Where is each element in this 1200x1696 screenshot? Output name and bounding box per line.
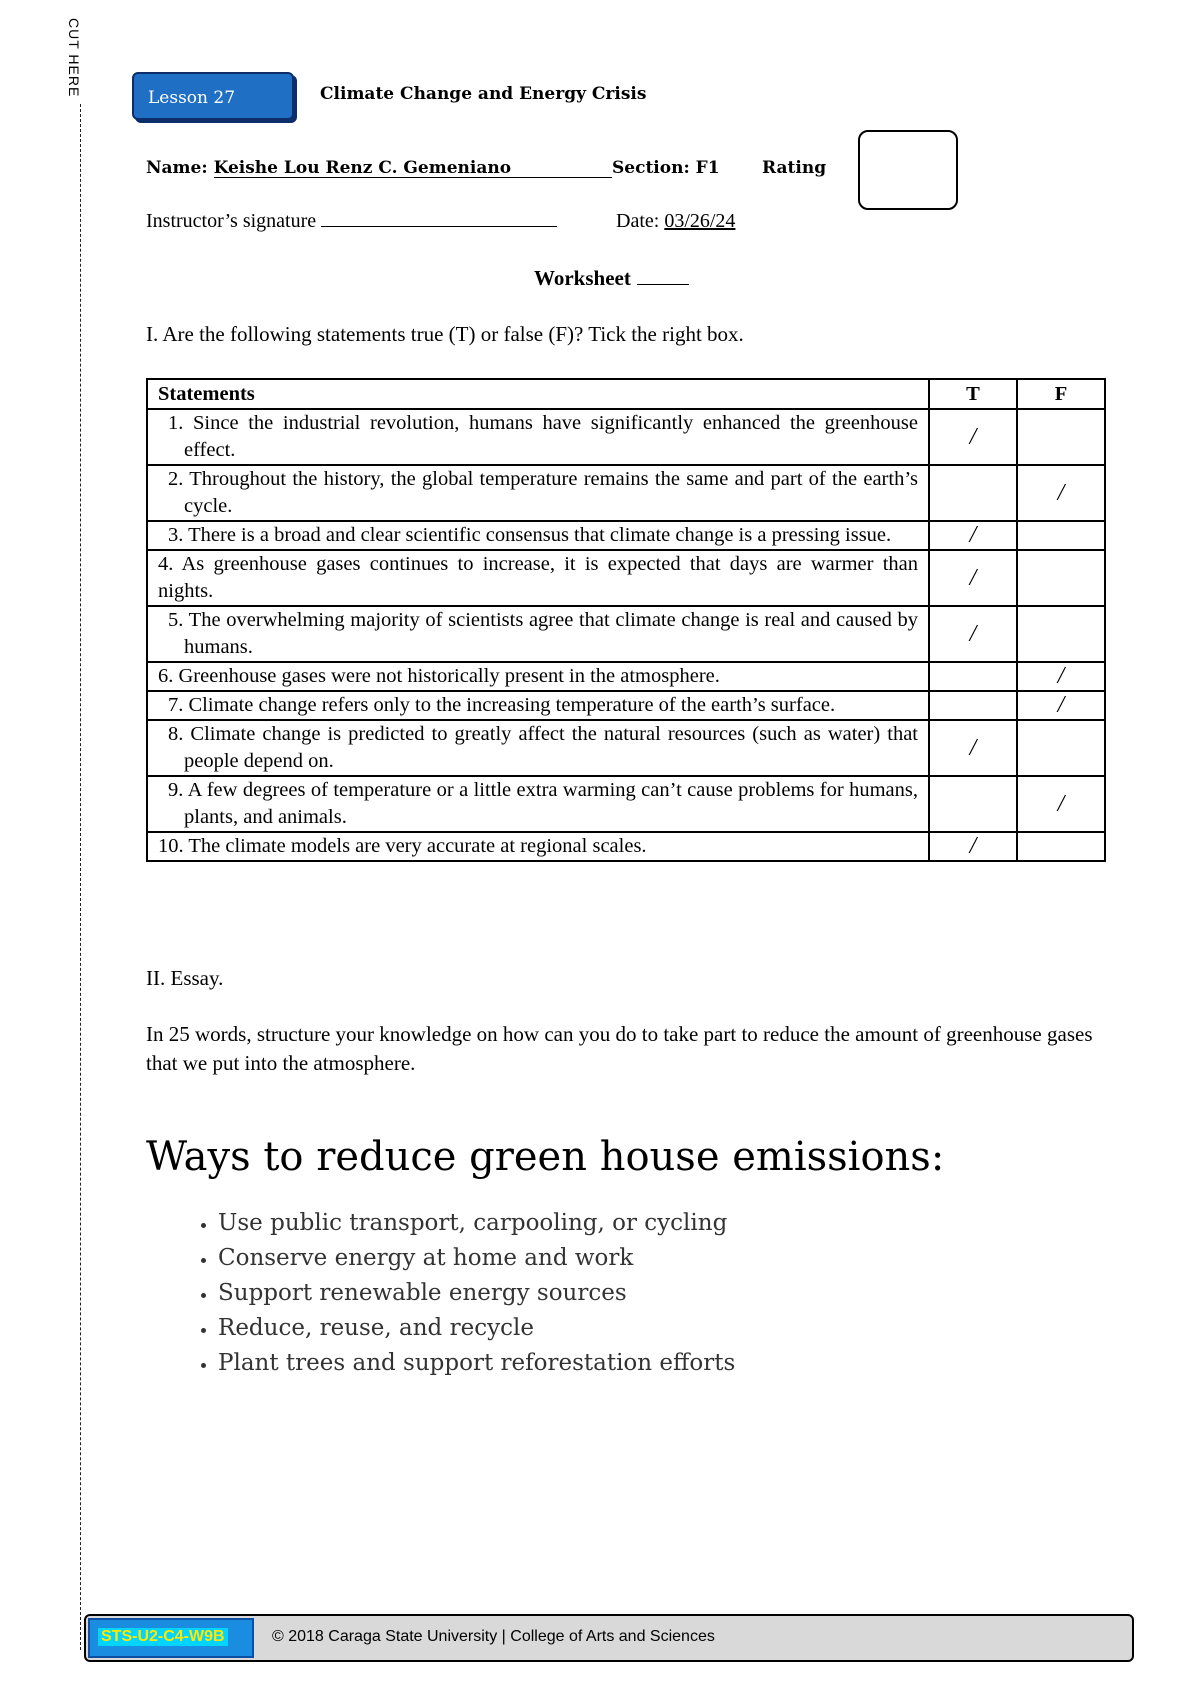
true-checkbox[interactable] bbox=[929, 691, 1017, 720]
true-checkbox[interactable]: / bbox=[929, 409, 1017, 465]
worksheet-blank bbox=[637, 272, 689, 285]
statement-cell bbox=[147, 662, 929, 691]
false-checkbox[interactable]: / bbox=[1017, 662, 1105, 691]
date-row bbox=[616, 210, 735, 233]
name-row bbox=[146, 158, 612, 178]
table-row bbox=[147, 550, 1105, 606]
statement-cell bbox=[147, 606, 929, 662]
table-row bbox=[147, 776, 1105, 832]
signature-row bbox=[146, 210, 557, 233]
answer-title: Ways to reduce green house emissions: bbox=[146, 1134, 945, 1180]
false-checkbox[interactable] bbox=[1017, 720, 1105, 776]
statement-text: 1. Since the industrial revolution, humans have significantly enhanced the greenhouse effect. bbox=[168, 412, 918, 461]
true-checkbox[interactable]: / bbox=[929, 720, 1017, 776]
true-checkbox[interactable]: / bbox=[929, 550, 1017, 606]
statement-text: 5. The overwhelming majority of scientists agree that climate change is real and caused by humans. bbox=[168, 609, 918, 658]
table-header-row bbox=[147, 379, 1105, 409]
statement-cell bbox=[147, 720, 929, 776]
statement-text: 7. Climate change refers only to the increasing temperature of the earth’s surface. bbox=[168, 694, 836, 716]
table-row bbox=[147, 832, 1105, 861]
false-checkbox[interactable] bbox=[1017, 521, 1105, 550]
list-item: • Support renewable energy sources bbox=[218, 1276, 735, 1311]
rating-box bbox=[858, 130, 958, 210]
statement-text: 4. As greenhouse gases continues to increase, it is expected that days are warmer than nights. bbox=[158, 553, 918, 602]
lesson-badge: Lesson 27 bbox=[132, 72, 294, 120]
lesson-title: Climate Change and Energy Crisis bbox=[320, 84, 647, 104]
footer-code-box bbox=[88, 1618, 254, 1658]
statement-text: 6. Greenhouse gases were not historically present in the atmosphere. bbox=[158, 665, 720, 687]
signature-line bbox=[321, 210, 557, 227]
true-checkbox[interactable]: / bbox=[929, 832, 1017, 861]
true-checkbox[interactable] bbox=[929, 662, 1017, 691]
false-checkbox[interactable]: / bbox=[1017, 465, 1105, 521]
cut-here-label: CUT HERE bbox=[66, 18, 82, 98]
table-row bbox=[147, 606, 1105, 662]
name-label: Name: bbox=[146, 158, 208, 178]
true-checkbox[interactable] bbox=[929, 465, 1017, 521]
statement-text: 8. Climate change is predicted to greatly affect the natural resources (such as water) that people depend on. bbox=[168, 723, 918, 772]
statement-text: 3. There is a broad and clear scientific consensus that climate change is a pressing issue. bbox=[168, 524, 892, 546]
statement-cell bbox=[147, 409, 929, 465]
statement-text: 2. Throughout the history, the global temperature remains the same and part of the earth’s cycle. bbox=[168, 468, 918, 517]
statement-cell bbox=[147, 550, 929, 606]
rating-label: Rating bbox=[762, 158, 827, 178]
answer-list bbox=[174, 1206, 735, 1381]
essay-prompt: In 25 words, structure your knowledge on how can you do to take part to reduce the amount of greenhouse gases that we put into the atmosphere. bbox=[146, 1022, 1093, 1075]
statement-text: 10. The climate models are very accurate at regional scales. bbox=[158, 835, 647, 857]
essay-heading: II. Essay. bbox=[146, 966, 224, 990]
true-checkbox[interactable]: / bbox=[929, 606, 1017, 662]
date-label: Date: bbox=[616, 210, 660, 232]
false-checkbox[interactable] bbox=[1017, 832, 1105, 861]
worksheet-label: Worksheet bbox=[534, 266, 631, 290]
instruction-text: I. Are the following statements true (T) or false (F)? Tick the right box. bbox=[146, 322, 744, 346]
table-row bbox=[147, 691, 1105, 720]
table-row bbox=[147, 662, 1105, 691]
table-row bbox=[147, 409, 1105, 465]
footer-code: STS-U2-C4-W9B bbox=[98, 1628, 228, 1646]
false-checkbox[interactable] bbox=[1017, 550, 1105, 606]
statement-cell bbox=[147, 691, 929, 720]
signature-label: Instructor’s signature bbox=[146, 210, 317, 232]
statement-cell bbox=[147, 465, 929, 521]
table-row bbox=[147, 720, 1105, 776]
list-item: • Conserve energy at home and work bbox=[218, 1241, 735, 1276]
false-checkbox[interactable]: / bbox=[1017, 691, 1105, 720]
true-checkbox[interactable] bbox=[929, 776, 1017, 832]
name-value: Keishe Lou Renz C. Gemeniano bbox=[214, 159, 612, 178]
false-checkbox[interactable] bbox=[1017, 409, 1105, 465]
true-false-table bbox=[146, 378, 1106, 862]
false-checkbox[interactable] bbox=[1017, 606, 1105, 662]
list-item: • Reduce, reuse, and recycle bbox=[218, 1311, 735, 1346]
header-statements: Statements bbox=[147, 379, 929, 409]
table-row bbox=[147, 521, 1105, 550]
worksheet-heading bbox=[534, 266, 689, 291]
header-false: F bbox=[1017, 379, 1105, 409]
header-true: T bbox=[929, 379, 1017, 409]
list-item: • Plant trees and support reforestation efforts bbox=[218, 1346, 735, 1381]
statement-cell bbox=[147, 832, 929, 861]
statement-cell bbox=[147, 776, 929, 832]
footer-bar bbox=[84, 1614, 1134, 1662]
true-checkbox[interactable]: / bbox=[929, 521, 1017, 550]
statement-cell bbox=[147, 521, 929, 550]
cut-line bbox=[80, 104, 81, 1650]
table-row bbox=[147, 465, 1105, 521]
false-checkbox[interactable]: / bbox=[1017, 776, 1105, 832]
statement-text: 9. A few degrees of temperature or a little extra warming can’t cause problems for humans, plants, and animals. bbox=[168, 779, 918, 828]
list-item: • Use public transport, carpooling, or cycling bbox=[218, 1206, 735, 1241]
section-label: Section: F1 bbox=[612, 158, 720, 178]
footer-text: © 2018 Caraga State University | College of Arts and Sciences bbox=[272, 1628, 715, 1645]
date-value: 03/26/24 bbox=[664, 210, 736, 232]
